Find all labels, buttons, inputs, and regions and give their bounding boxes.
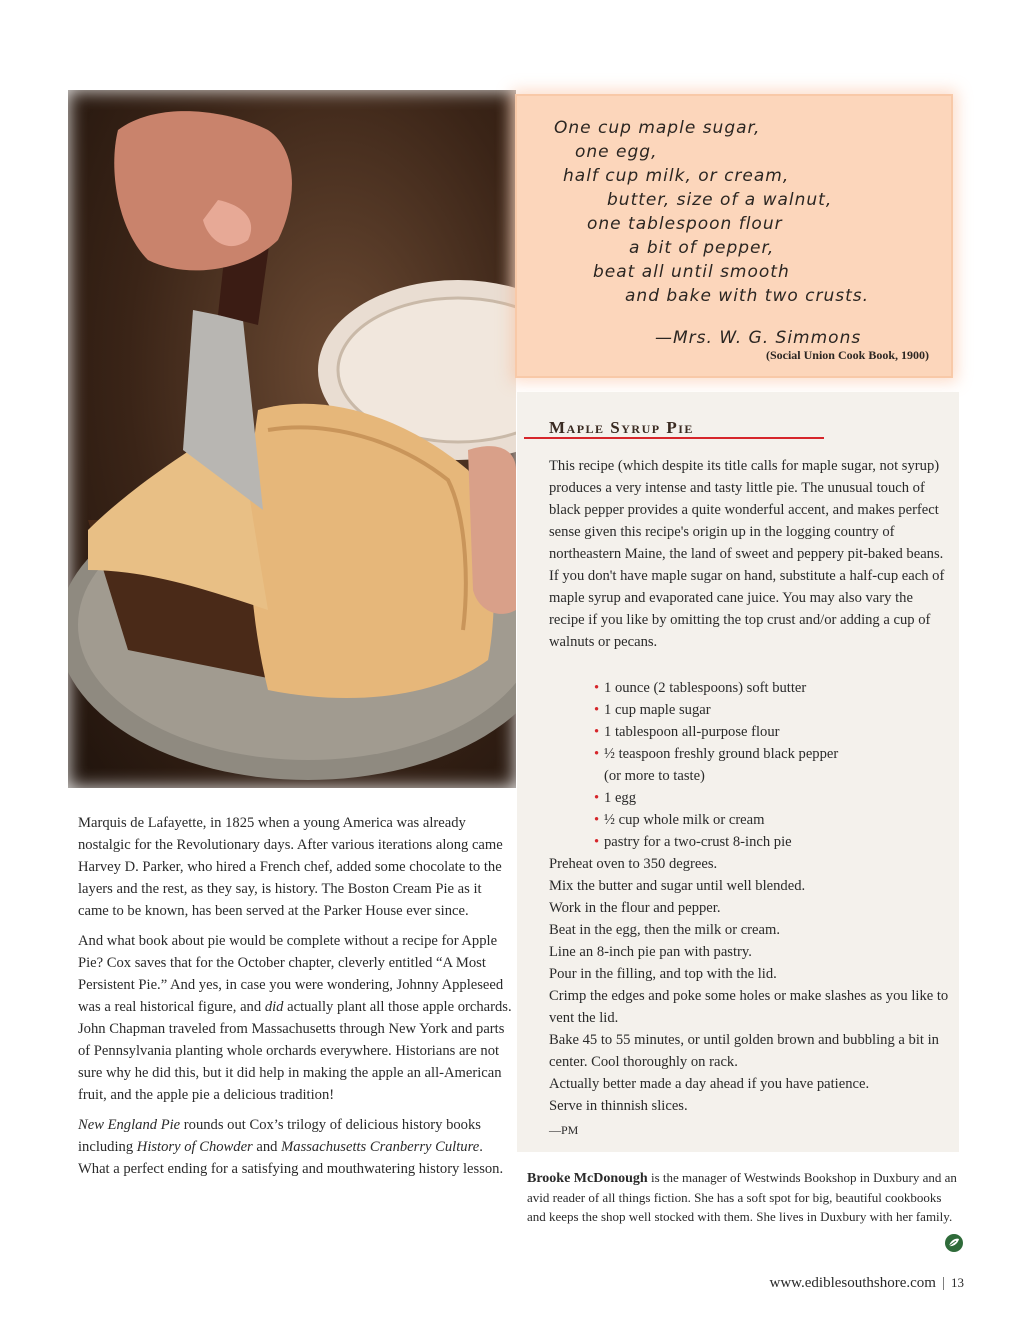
card-line: a bit of pepper, — [629, 238, 775, 258]
footer-url[interactable]: www.ediblesouthshore.com — [769, 1275, 936, 1291]
ingredient-item: • ½ cup whole milk or cream — [594, 809, 924, 831]
card-line: and bake with two crusts. — [625, 286, 870, 306]
card-line: beat all until smooth — [593, 262, 790, 282]
ingredient-item: • 1 ounce (2 tablespoons) soft butter — [594, 677, 924, 699]
ingredient-item: • 1 tablespoon all-purpose flour — [594, 721, 924, 743]
card-signature: —Mrs. W. G. Simmons — [655, 328, 862, 348]
ingredient-item: • ½ teaspoon freshly ground black pepper (or more to taste) — [594, 743, 924, 787]
step-list — [549, 853, 949, 1117]
article-paragraph: And what book about pie would be complete without a recipe for Apple Pie? Cox saves that for the October chapter, cleverly entitled “A Most Persistent Pie.” And yes, in case you were wondering, Johnny Appleseed was a real historical figure, and did actually plant all those apple orchards. John Chapman traveled from Massachusetts through New York and parts of Pennsylvania planting whole orchards everywhere. Historians are not sure why he did this, but it did help in making the apple an all-American fruit, and the apple pie a delicious tradition! — [78, 933, 512, 1103]
bullet-icon: • — [594, 834, 600, 850]
step-item: Pour in the filling, and top with the lid. — [549, 966, 777, 982]
leaf-logo-icon — [944, 1233, 964, 1258]
card-line: one tablespoon flour — [587, 214, 783, 234]
article-column — [78, 812, 514, 1188]
hand-right — [468, 446, 516, 614]
bullet-icon: • — [594, 746, 600, 762]
bullet-icon: • — [594, 680, 600, 696]
step-item: Work in the flour and pepper. — [549, 900, 721, 916]
author-name: Brooke McDonough — [527, 1171, 648, 1186]
card-source: (Social Union Cook Book, 1900) — [765, 348, 929, 362]
card-line: one egg, — [575, 142, 658, 162]
bullet-icon: • — [594, 790, 600, 806]
ingredient-list — [594, 677, 924, 853]
step-item: Preheat oven to 350 degrees. — [549, 856, 718, 872]
step-item: Bake 45 to 55 minutes, or until golden brown and bubbling a bit in center. Cool thoroughly on rack. — [549, 1032, 939, 1070]
page-number: 13 — [951, 1275, 964, 1290]
pie-photo — [68, 90, 516, 788]
bullet-icon: • — [594, 702, 600, 718]
step-item: Mix the butter and sugar until well blended. — [549, 878, 806, 894]
hand — [114, 111, 292, 270]
recipe-intro: This recipe (which despite its title calls for maple sugar, not syrup) produces a very intense and tasty little pie. The unusual touch of black pepper provides a quite wonderful accent, and makes perfect sense given this recipe's origin up in the logging country of northeastern Maine, the land of sweet and peppery pit-baked beans. If you don't have maple sugar on hand, substitute a half-cup each of maple syrup and evaporated cane juice. You may also vary the recipe if you like by omitting the top crust and/or adding a cup of walnuts or pecans. — [549, 458, 945, 650]
author-bio: Brooke McDonough is the manager of Westwinds Bookshop in Duxbury and an avid reader of all things fiction. She has a soft spot for big, beautiful cookbooks and keeps the shop well stocked with them. She lives in Duxbury with her family. — [527, 1170, 957, 1224]
step-item: Actually better made a day ahead if you have patience. — [549, 1076, 870, 1092]
title-rule — [524, 437, 824, 439]
recipe-signoff: —PM — [549, 1123, 579, 1137]
step-item: Line an 8-inch pie pan with pastry. — [549, 944, 752, 960]
step-item: Crimp the edges and poke some holes or make slashes as you like to vent the lid. — [549, 988, 949, 1026]
pie-illustration — [68, 90, 516, 788]
bullet-icon: • — [594, 724, 600, 740]
step-item: Beat in the egg, then the milk or cream. — [549, 922, 780, 938]
card-line: half cup milk, or cream, — [563, 166, 790, 186]
article-paragraph: Marquis de Lafayette, in 1825 when a young America was already nostalgic for the Revolutionary days. After various iterations along came Harvey D. Parker, who hired a French chef, added some chocolate to the layers and the rest, as they say, is history. The Boston Cream Pie as it came to be known, has been served at the Parker House ever since. — [78, 815, 503, 919]
recipe-title: Maple Syrup Pie — [549, 418, 694, 437]
bullet-icon: • — [594, 812, 600, 828]
ingredient-item: • 1 cup maple sugar — [594, 699, 924, 721]
ingredient-item: • pastry for a two-crust 8-inch pie — [594, 831, 924, 853]
article-paragraph: New England Pie rounds out Cox’s trilogy of delicious history books including History of Chowder and Massachusetts Cranberry Culture. What a perfect ending for a satisfying and mouthwatering history lesson. — [78, 1117, 504, 1177]
card-line: butter, size of a walnut, — [607, 190, 833, 210]
recipe-card — [517, 96, 951, 376]
footer-separator: | — [941, 1275, 945, 1291]
card-line: One cup maple sugar, — [554, 118, 761, 138]
ingredient-note: (or more to taste) — [604, 768, 705, 784]
page-footer — [769, 1275, 964, 1292]
step-item: Serve in thinnish slices. — [549, 1098, 688, 1114]
ingredient-item: • 1 egg — [594, 787, 924, 809]
